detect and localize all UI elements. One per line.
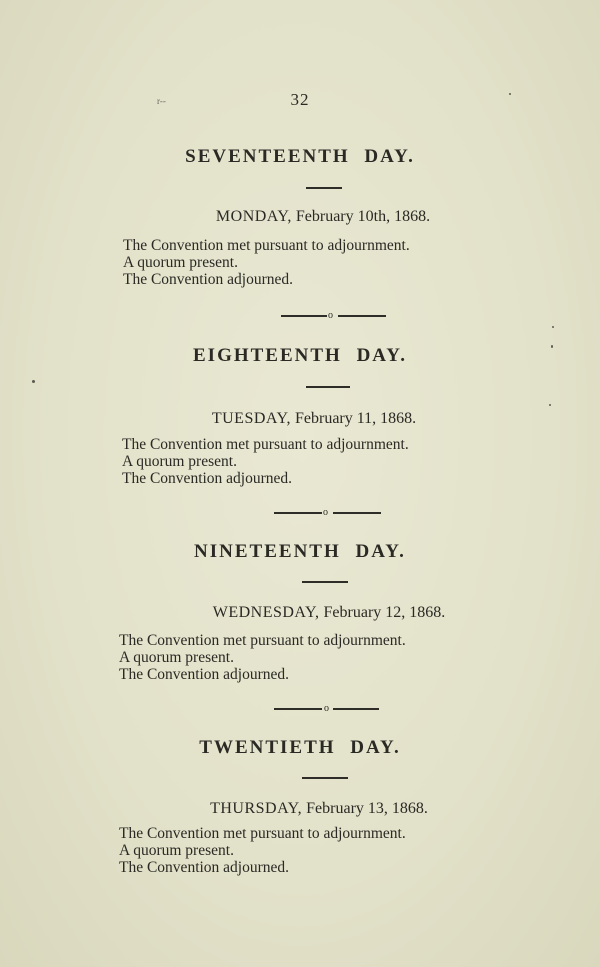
section-divider	[0, 704, 600, 714]
title-underline	[302, 581, 348, 583]
proceedings-line: A quorum present.	[119, 649, 234, 666]
date-line-tuesday	[0, 410, 600, 428]
divider-bar-left	[274, 708, 322, 710]
proceedings-block	[119, 825, 406, 876]
proceedings-line: The Convention met pursuant to adjournment.	[119, 632, 406, 649]
paper-speck	[32, 380, 35, 383]
day-title-twentieth: TWENTIETH DAY.	[199, 737, 401, 758]
proceedings-block	[119, 632, 406, 683]
date-text: February 11, 1868.	[294, 410, 417, 427]
proceedings-line: The Convention adjourned.	[122, 470, 293, 487]
paper-speck	[549, 404, 551, 406]
proceedings-line: A quorum present.	[123, 254, 238, 271]
day-title-eighteenth: EIGHTEENTH DAY.	[193, 345, 407, 366]
date-line-thursday	[0, 800, 600, 818]
divider-bar-left	[274, 512, 322, 514]
day-title-nineteenth: NINETEENTH DAY.	[194, 541, 406, 562]
proceedings-line: The Convention met pursuant to adjournment.	[123, 237, 410, 254]
proceedings-block	[122, 436, 409, 487]
page-number: 32	[290, 90, 310, 109]
divider-bar-left	[281, 315, 327, 317]
printer-mark: r--	[157, 96, 166, 106]
date-weekday: TUESDAY,	[211, 410, 291, 427]
proceedings-line: The Convention adjourned.	[123, 271, 294, 288]
title-underline	[306, 386, 350, 388]
divider-ornament: o	[328, 310, 333, 321]
proceedings-line: A quorum present.	[119, 842, 234, 859]
date-line-wednesday	[0, 604, 600, 622]
date-weekday: THURSDAY,	[210, 800, 303, 817]
title-underline	[306, 187, 342, 189]
date-text: February 13, 1868.	[306, 800, 428, 817]
date-line-monday	[0, 208, 600, 226]
title-underline	[302, 777, 348, 779]
divider-ornament: o	[323, 507, 328, 518]
date-text: February 12, 1868.	[323, 604, 446, 621]
proceedings-line: The Convention met pursuant to adjournment.	[119, 825, 406, 842]
proceedings-line: A quorum present.	[122, 453, 237, 470]
divider-bar-right	[333, 708, 379, 710]
proceedings-block	[123, 237, 410, 288]
proceedings-line: The Convention met pursuant to adjournment.	[122, 436, 409, 453]
section-divider	[0, 508, 600, 518]
paper-speck	[552, 326, 554, 328]
divider-ornament: o	[324, 703, 329, 714]
paper-speck	[551, 345, 553, 348]
divider-bar-right	[333, 512, 381, 514]
proceedings-line: The Convention adjourned.	[119, 666, 290, 683]
divider-bar-right	[338, 315, 386, 317]
proceedings-line: The Convention adjourned.	[119, 859, 290, 876]
date-weekday: WEDNESDAY,	[212, 604, 320, 621]
day-title-seventeenth: SEVENTEENTH DAY.	[185, 146, 415, 167]
paper-speck	[509, 93, 511, 95]
date-text: February 10th, 1868.	[295, 208, 431, 225]
section-divider	[0, 311, 600, 321]
date-weekday: MONDAY,	[215, 208, 292, 225]
